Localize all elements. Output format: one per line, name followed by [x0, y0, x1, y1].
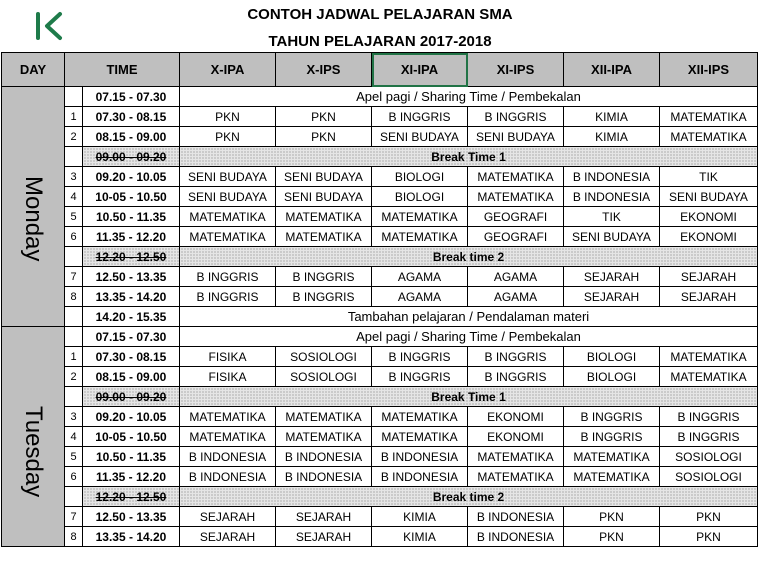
time-cell[interactable]: 12.50 - 13.35	[83, 267, 180, 287]
subject-cell[interactable]: MATEMATIKA	[660, 127, 758, 147]
subject-cell[interactable]: SEJARAH	[276, 527, 372, 547]
subject-cell[interactable]: B INGGRIS	[372, 347, 468, 367]
subject-cell[interactable]: MATEMATIKA	[276, 407, 372, 427]
period-number-cell[interactable]: 7	[65, 507, 83, 527]
period-number-cell[interactable]: 3	[65, 407, 83, 427]
table-row	[2, 247, 758, 267]
table-row	[2, 467, 758, 487]
subject-cell[interactable]: B INGGRIS	[660, 407, 758, 427]
header-class[interactable]: XII-IPS	[660, 53, 758, 87]
table-row	[2, 227, 758, 247]
period-number-cell[interactable]: 8	[65, 527, 83, 547]
subject-cell[interactable]: PKN	[276, 107, 372, 127]
period-number-cell[interactable]	[65, 327, 83, 347]
subject-cell[interactable]: KIMIA	[372, 507, 468, 527]
subject-cell[interactable]: BIOLOGI	[372, 187, 468, 207]
subject-cell[interactable]: SOSIOLOGI	[276, 367, 372, 387]
subject-cell[interactable]: SENI BUDAYA	[276, 187, 372, 207]
period-number-cell[interactable]: 2	[65, 127, 83, 147]
time-cell[interactable]: 11.35 - 12.20	[83, 467, 180, 487]
header-class[interactable]: X-IPS	[276, 53, 372, 87]
header-class[interactable]: XI-IPS	[468, 53, 564, 87]
subject-cell[interactable]: FISIKA	[180, 367, 276, 387]
subject-cell[interactable]: PKN	[564, 527, 660, 547]
time-cell[interactable]: 08.15 - 09.00	[83, 367, 180, 387]
subject-cell[interactable]: SEJARAH	[564, 287, 660, 307]
table-row	[2, 387, 758, 407]
subject-cell[interactable]: SENI BUDAYA	[180, 187, 276, 207]
time-cell[interactable]: 09.00 - 09.20	[83, 147, 180, 167]
break-cell[interactable]: Break time 2	[180, 247, 758, 267]
time-cell[interactable]: 09.20 - 10.05	[83, 167, 180, 187]
subject-cell[interactable]: SOSIOLOGI	[276, 347, 372, 367]
period-number-cell[interactable]: 2	[65, 367, 83, 387]
subject-cell[interactable]: SOSIOLOGI	[660, 447, 758, 467]
subject-cell[interactable]: B INGGRIS	[276, 287, 372, 307]
subject-cell[interactable]: EKONOMI	[660, 207, 758, 227]
subject-cell[interactable]: B INGGRIS	[468, 107, 564, 127]
subject-cell[interactable]: MATEMATIKA	[372, 207, 468, 227]
subject-cell[interactable]: B INDONESIA	[468, 527, 564, 547]
day-name: Tuesday	[20, 405, 47, 497]
subject-cell[interactable]: AGAMA	[372, 287, 468, 307]
subject-cell[interactable]: SEJARAH	[660, 287, 758, 307]
subject-cell[interactable]: KIMIA	[564, 127, 660, 147]
subject-cell[interactable]: B INGGRIS	[468, 367, 564, 387]
subject-cell[interactable]: MATEMATIKA	[276, 227, 372, 247]
table-row	[2, 527, 758, 547]
subject-cell[interactable]: MATEMATIKA	[276, 427, 372, 447]
time-cell[interactable]: 13.35 - 14.20	[83, 527, 180, 547]
table-row	[2, 187, 758, 207]
period-number-cell[interactable]	[65, 487, 83, 507]
period-number-cell[interactable]: 3	[65, 167, 83, 187]
table-row	[2, 407, 758, 427]
table-row	[2, 427, 758, 447]
day-name: Monday	[20, 175, 47, 261]
table-row	[2, 347, 758, 367]
day-cell[interactable]	[2, 327, 65, 547]
table-row	[2, 287, 758, 307]
subject-cell[interactable]: KIMIA	[372, 527, 468, 547]
page-subtitle: TAHUN PELAJARAN 2017-2018	[268, 33, 492, 50]
subject-cell[interactable]: SEJARAH	[276, 507, 372, 527]
subject-cell[interactable]: B INGGRIS	[372, 367, 468, 387]
subject-cell[interactable]: SENI BUDAYA	[660, 187, 758, 207]
subject-cell[interactable]: SOSIOLOGI	[660, 467, 758, 487]
time-cell[interactable]: 12.20 - 12.50	[83, 247, 180, 267]
period-number-cell[interactable]	[65, 147, 83, 167]
activity-cell[interactable]: Tambahan pelajaran / Pendalaman materi	[180, 307, 758, 327]
subject-cell[interactable]: MATEMATIKA	[180, 407, 276, 427]
table-row	[2, 87, 758, 107]
table-row	[2, 207, 758, 227]
subject-cell[interactable]: B INGGRIS	[180, 267, 276, 287]
period-number-cell[interactable]: 1	[65, 347, 83, 367]
subject-cell[interactable]: B INGGRIS	[180, 287, 276, 307]
time-cell[interactable]: 10-05 - 10.50	[83, 187, 180, 207]
period-number-cell[interactable]	[65, 307, 83, 327]
period-number-cell[interactable]: 7	[65, 267, 83, 287]
time-cell[interactable]: 10.50 - 11.35	[83, 447, 180, 467]
time-cell[interactable]: 13.35 - 14.20	[83, 287, 180, 307]
period-number-cell[interactable]: 6	[65, 227, 83, 247]
subject-cell[interactable]: SEJARAH	[180, 527, 276, 547]
subject-cell[interactable]: AGAMA	[372, 267, 468, 287]
subject-cell[interactable]: MATEMATIKA	[180, 207, 276, 227]
period-number-cell[interactable]	[65, 387, 83, 407]
time-cell[interactable]: 12.20 - 12.50	[83, 487, 180, 507]
subject-cell[interactable]: MATEMATIKA	[276, 207, 372, 227]
period-number-cell[interactable]: 6	[65, 467, 83, 487]
table-row	[2, 107, 758, 127]
subject-cell[interactable]: EKONOMI	[468, 407, 564, 427]
schedule-table	[1, 52, 758, 547]
subject-cell[interactable]: EKONOMI	[468, 427, 564, 447]
period-number-cell[interactable]: 8	[65, 287, 83, 307]
table-row	[2, 167, 758, 187]
table-row	[2, 367, 758, 387]
table-row	[2, 487, 758, 507]
time-cell[interactable]: 08.15 - 09.00	[83, 127, 180, 147]
time-cell[interactable]: 14.20 - 15.35	[83, 307, 180, 327]
subject-cell[interactable]: MATEMATIKA	[372, 427, 468, 447]
subject-cell[interactable]: AGAMA	[468, 267, 564, 287]
subject-cell[interactable]: B INGGRIS	[468, 347, 564, 367]
table-row	[2, 147, 758, 167]
subject-cell[interactable]: BIOLOGI	[564, 367, 660, 387]
subject-cell[interactable]: MATEMATIKA	[468, 187, 564, 207]
time-cell[interactable]: 09.20 - 10.05	[83, 407, 180, 427]
table-row	[2, 267, 758, 287]
time-cell[interactable]: 11.35 - 12.20	[83, 227, 180, 247]
subject-cell[interactable]: BIOLOGI	[372, 167, 468, 187]
activity-cell[interactable]: Apel pagi / Sharing Time / Pembekalan	[180, 87, 758, 107]
table-row	[2, 127, 758, 147]
period-number-cell[interactable]: 4	[65, 187, 83, 207]
subject-cell[interactable]: SEJARAH	[180, 507, 276, 527]
period-number-cell[interactable]: 5	[65, 447, 83, 467]
subject-cell[interactable]: SENI BUDAYA	[468, 127, 564, 147]
period-number-cell[interactable]: 5	[65, 207, 83, 227]
subject-cell[interactable]: MATEMATIKA	[660, 107, 758, 127]
time-cell[interactable]: 07.15 - 07.30	[83, 87, 180, 107]
subject-cell[interactable]: B INDONESIA	[180, 467, 276, 487]
subject-cell[interactable]: B INDONESIA	[276, 447, 372, 467]
subject-cell[interactable]: KIMIA	[564, 107, 660, 127]
subject-cell[interactable]: MATEMATIKA	[564, 467, 660, 487]
header-class[interactable]: XII-IPA	[564, 53, 660, 87]
subject-cell[interactable]: MATEMATIKA	[468, 447, 564, 467]
table-row	[2, 307, 758, 327]
subject-cell[interactable]: MATEMATIKA	[372, 407, 468, 427]
header-class[interactable]: X-IPA	[180, 53, 276, 87]
break-cell[interactable]: Break Time 1	[180, 147, 758, 167]
subject-cell[interactable]: MATEMATIKA	[564, 447, 660, 467]
subject-cell[interactable]: PKN	[564, 507, 660, 527]
table-row	[2, 327, 758, 347]
table-row	[2, 447, 758, 467]
subject-cell[interactable]: B INDONESIA	[564, 187, 660, 207]
subject-cell[interactable]: TIK	[564, 207, 660, 227]
subject-cell[interactable]: SEJARAH	[660, 267, 758, 287]
subject-cell[interactable]: B INDONESIA	[564, 167, 660, 187]
subject-cell[interactable]: MATEMATIKA	[468, 467, 564, 487]
subject-cell[interactable]: FISIKA	[180, 347, 276, 367]
table-row	[2, 507, 758, 527]
time-cell[interactable]: 09.00 - 09.20	[83, 387, 180, 407]
subject-cell[interactable]: BIOLOGI	[564, 347, 660, 367]
subject-cell[interactable]: B INDONESIA	[372, 447, 468, 467]
time-cell[interactable]: 10.50 - 11.35	[83, 207, 180, 227]
subject-cell[interactable]: PKN	[180, 107, 276, 127]
subject-cell[interactable]: PKN	[660, 527, 758, 547]
subject-cell[interactable]: MATEMATIKA	[468, 167, 564, 187]
period-number-cell[interactable]: 1	[65, 107, 83, 127]
header-row	[2, 53, 758, 87]
subject-cell[interactable]: MATEMATIKA	[180, 227, 276, 247]
subject-cell[interactable]: SENI BUDAYA	[276, 167, 372, 187]
subject-cell[interactable]: AGAMA	[468, 287, 564, 307]
subject-cell[interactable]: EKONOMI	[660, 227, 758, 247]
subject-cell[interactable]: PKN	[660, 507, 758, 527]
header-time[interactable]: TIME	[65, 53, 180, 87]
break-cell[interactable]: Break time 2	[180, 487, 758, 507]
subject-cell[interactable]: MATEMATIKA	[660, 367, 758, 387]
header-class-selected[interactable]: XI-IPA	[372, 53, 468, 87]
time-cell[interactable]: 07.30 - 08.15	[83, 107, 180, 127]
header-day[interactable]: DAY	[2, 53, 65, 87]
subject-cell[interactable]: SENI BUDAYA	[180, 167, 276, 187]
subject-cell[interactable]: B INDONESIA	[372, 467, 468, 487]
subject-cell[interactable]: MATEMATIKA	[180, 427, 276, 447]
subject-cell[interactable]: B INDONESIA	[180, 447, 276, 467]
period-number-cell[interactable]	[65, 87, 83, 107]
subject-cell[interactable]: B INDONESIA	[468, 507, 564, 527]
time-cell[interactable]: 12.50 - 13.35	[83, 507, 180, 527]
activity-cell[interactable]: Apel pagi / Sharing Time / Pembekalan	[180, 327, 758, 347]
subject-cell[interactable]: MATEMATIKA	[660, 347, 758, 367]
subject-cell[interactable]: MATEMATIKA	[372, 227, 468, 247]
subject-cell[interactable]: SENI BUDAYA	[564, 227, 660, 247]
subject-cell[interactable]: GEOGRAFI	[468, 227, 564, 247]
subject-cell[interactable]: GEOGRAFI	[468, 207, 564, 227]
subject-cell[interactable]: SENI BUDAYA	[372, 127, 468, 147]
time-cell[interactable]: 10-05 - 10.50	[83, 427, 180, 447]
subject-cell[interactable]: B INGGRIS	[564, 427, 660, 447]
page-title: CONTOH JADWAL PELAJARAN SMA	[247, 6, 513, 23]
period-number-cell[interactable]	[65, 247, 83, 267]
time-cell[interactable]: 07.15 - 07.30	[83, 327, 180, 347]
break-cell[interactable]: Break Time 1	[180, 387, 758, 407]
subject-cell[interactable]: SEJARAH	[564, 267, 660, 287]
subject-cell[interactable]: PKN	[276, 127, 372, 147]
subject-cell[interactable]: B INGGRIS	[372, 107, 468, 127]
day-cell[interactable]	[2, 87, 65, 327]
subject-cell[interactable]: PKN	[180, 127, 276, 147]
subject-cell[interactable]: B INGGRIS	[276, 267, 372, 287]
time-cell[interactable]: 07.30 - 08.15	[83, 347, 180, 367]
subject-cell[interactable]: B INGGRIS	[564, 407, 660, 427]
subject-cell[interactable]: TIK	[660, 167, 758, 187]
period-number-cell[interactable]: 4	[65, 427, 83, 447]
subject-cell[interactable]: B INDONESIA	[276, 467, 372, 487]
subject-cell[interactable]: B INGGRIS	[660, 427, 758, 447]
